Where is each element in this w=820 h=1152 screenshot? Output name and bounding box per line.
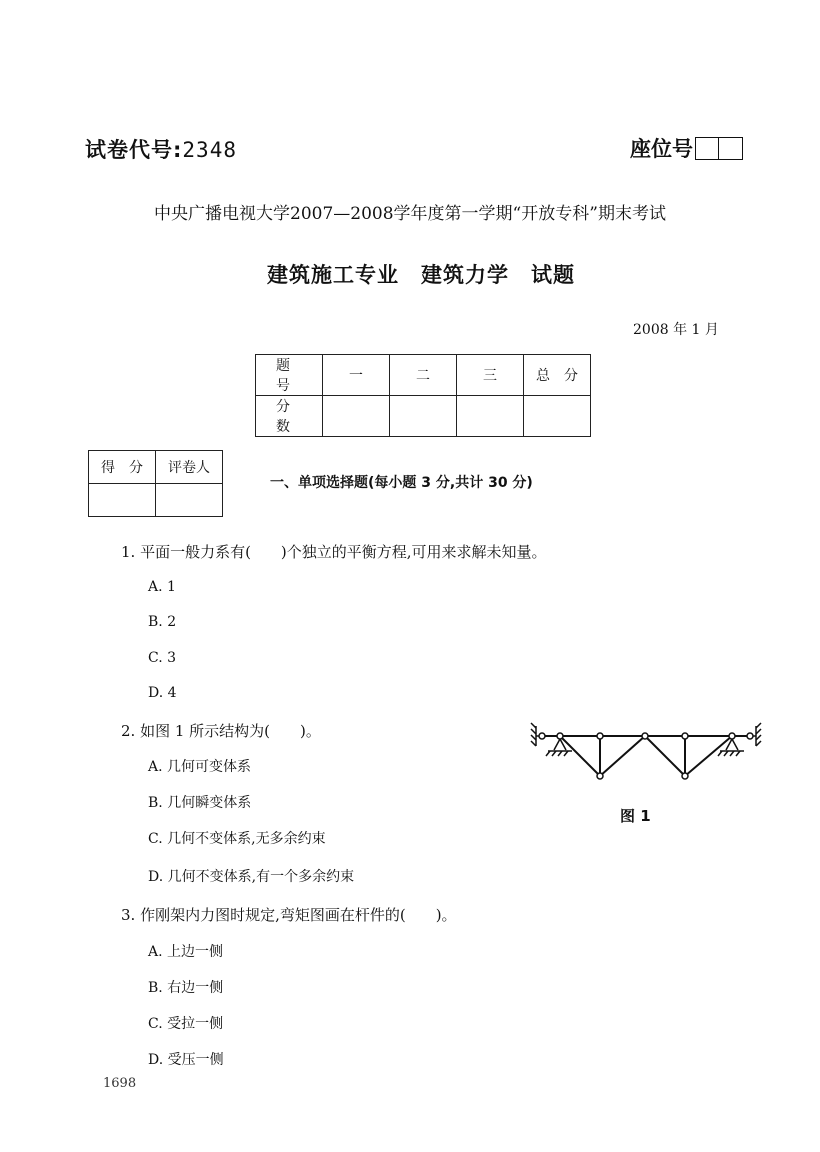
seat-box — [695, 137, 719, 160]
question-3-option-a: A. 上边一侧 — [148, 944, 224, 960]
score-blank-cell — [524, 396, 591, 437]
truss-member — [600, 736, 645, 776]
exam-code-label: 试卷代号: — [85, 138, 183, 162]
grader-table-header-row — [89, 451, 223, 484]
grader-table-cell: 得 分 — [89, 451, 156, 484]
truss-joint — [557, 733, 563, 739]
score-blank-cell — [390, 396, 457, 437]
question-2-option-c: C. 几何不变体系,无多余约束 — [148, 831, 326, 847]
truss-diagram — [528, 718, 764, 790]
seat-number — [630, 133, 743, 163]
score-table-cell: 二 — [390, 355, 457, 396]
question-1-stem: 1. 平面一般力系有( )个独立的平衡方程,可用来求解未知量。 — [121, 543, 547, 561]
exam-code-value: 2348 — [182, 138, 237, 162]
left-pin-support — [546, 739, 572, 756]
score-table-cell: 一 — [323, 355, 390, 396]
score-blank-cell — [457, 396, 524, 437]
grader-table — [88, 450, 223, 517]
question-2-option-a: A. 几何可变体系 — [148, 759, 252, 775]
question-3-stem: 3. 作刚架内力图时规定,弯矩图画在杆件的( )。 — [121, 906, 457, 924]
question-2-option-d: D. 几何不变体系,有一个多余约束 — [148, 869, 355, 885]
grader-table-cell: 评卷人 — [156, 451, 223, 484]
score-table-cell: 总 分 — [524, 355, 591, 396]
seat-box — [719, 137, 743, 160]
seat-number-label: 座位号 — [630, 137, 693, 161]
question-1-option-a: A. 1 — [148, 579, 176, 595]
question-2-option-b: B. 几何瞬变体系 — [148, 795, 252, 811]
grader-blank-cell — [89, 484, 156, 517]
exam-code — [85, 134, 237, 164]
score-table — [255, 354, 591, 437]
truss-joint — [729, 733, 735, 739]
seat-number-boxes — [695, 137, 743, 160]
figure-1-label: 图 1 — [620, 807, 651, 825]
right-wall-support — [753, 723, 761, 746]
exam-title: 建筑施工专业 建筑力学 试题 — [267, 263, 575, 287]
page-number: 1698 — [103, 1076, 137, 1091]
truss-member — [560, 736, 600, 776]
score-table-cell: 分 数 — [256, 396, 323, 437]
truss-joint — [747, 733, 753, 739]
question-1-option-d: D. 4 — [148, 685, 177, 701]
question-2-stem: 2. 如图 1 所示结构为( )。 — [121, 722, 321, 740]
score-table-header-row — [256, 355, 591, 396]
truss-joint — [597, 733, 603, 739]
section-title: 一、单项选择题(每小题 3 分,共计 30 分) — [270, 475, 533, 491]
question-3-option-c: C. 受拉一侧 — [148, 1016, 224, 1032]
left-wall-support — [531, 723, 539, 746]
exam-heading: 中央广播电视大学2007—2008学年度第一学期“开放专科”期末考试 — [154, 204, 666, 224]
question-1-option-c: C. 3 — [148, 650, 177, 666]
grader-blank-cell — [156, 484, 223, 517]
exam-date: 2008 年 1 月 — [633, 322, 719, 338]
truss-joint — [682, 773, 688, 779]
score-table-cell: 三 — [457, 355, 524, 396]
score-table-cell: 题 号 — [256, 355, 323, 396]
truss-joint — [682, 733, 688, 739]
truss-member — [645, 736, 685, 776]
truss-joint — [597, 773, 603, 779]
question-3-option-b: B. 右边一侧 — [148, 980, 224, 996]
question-3-option-d: D. 受压一侧 — [148, 1052, 224, 1068]
score-blank-cell — [323, 396, 390, 437]
truss-joint — [539, 733, 545, 739]
grader-table-blank-row — [89, 484, 223, 517]
right-pin-support — [718, 739, 744, 756]
truss-joint — [642, 733, 648, 739]
question-1-option-b: B. 2 — [148, 614, 177, 630]
score-table-score-row — [256, 396, 591, 437]
